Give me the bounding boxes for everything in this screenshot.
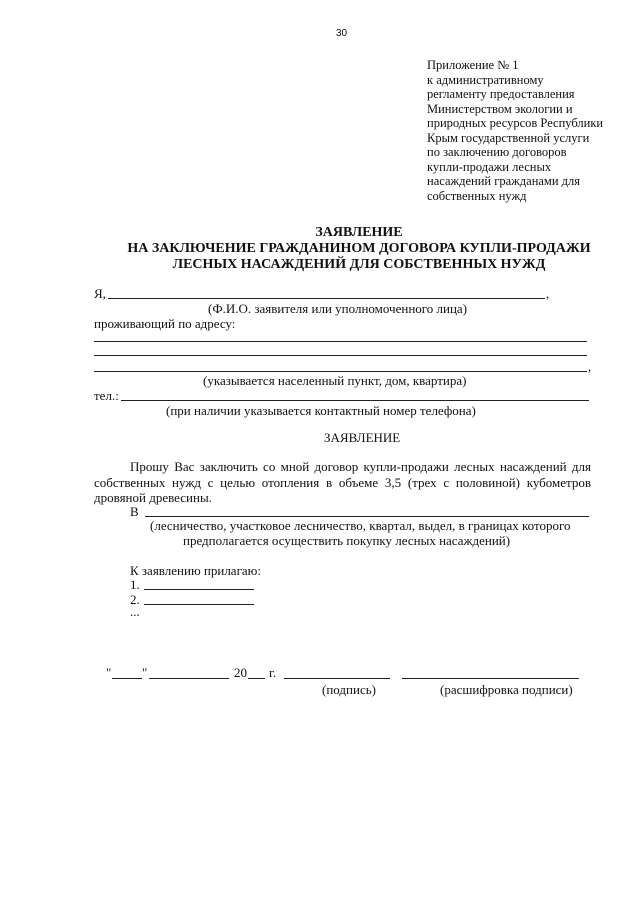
signature-decode-hint: (расшифровка подписи)	[440, 682, 573, 697]
address-hint: (указывается населенный пункт, дом, квартира)	[203, 373, 467, 388]
page-number: 30	[336, 28, 348, 39]
phone-field[interactable]	[121, 400, 589, 401]
title-line: ЗАЯВЛЕНИЕ	[315, 225, 403, 240]
date-month-field[interactable]	[149, 678, 229, 679]
location-hint: предполагается осуществить покупку лесных насаждений)	[183, 533, 511, 548]
date-year-field[interactable]	[248, 678, 265, 679]
signature-field[interactable]	[284, 678, 390, 679]
appendix-line: природных ресурсов Республики	[427, 116, 604, 130]
address-comma: ,	[588, 359, 592, 374]
appendix-line: к административному	[427, 72, 544, 87]
name-comma: ,	[546, 286, 550, 301]
address-label: проживающий по адресу:	[94, 316, 236, 331]
appendix-line: собственных нужд	[427, 188, 527, 203]
appendix-line: Министерством экологии и	[427, 101, 573, 116]
date-quote-close: "	[142, 665, 148, 680]
title-line: НА ЗАКЛЮЧЕНИЕ ГРАЖДАНИНОМ ДОГОВОРА КУПЛИ-ПРОДАЖИ	[127, 241, 591, 256]
appendix-line: регламенту предоставления	[427, 87, 575, 101]
address-field-3[interactable]	[94, 371, 587, 372]
attachment-field-1[interactable]	[144, 589, 254, 590]
date-quote-open: "	[106, 665, 112, 680]
name-hint: (Ф.И.О. заявителя или уполномоченного лица)	[208, 301, 468, 316]
signature-decode-field[interactable]	[402, 678, 579, 679]
attachment-number: 1.	[130, 577, 140, 592]
title-line: ЛЕСНЫХ НАСАЖДЕНИЙ ДЛЯ СОБСТВЕННЫХ НУЖД	[172, 257, 546, 272]
date-year-suffix: г.	[269, 665, 277, 680]
date-day-field[interactable]	[112, 678, 142, 679]
statement-heading: ЗАЯВЛЕНИЕ	[324, 430, 401, 445]
appendix-line: насаждений гражданами для	[427, 174, 581, 188]
appendix-line: купли-продажи лесных	[427, 159, 552, 174]
attachment-more: ...	[130, 604, 140, 619]
appendix-line: Приложение № 1	[427, 58, 519, 72]
attachment-number: 2.	[130, 592, 140, 607]
attachments-label: К заявлению прилагаю:	[130, 563, 262, 578]
statement-body-line: собственных нужд с целью отопления в объеме 3,5 (трех с половиной) кубометров	[94, 475, 591, 490]
signature-hint: (подпись)	[322, 682, 376, 697]
address-field-2[interactable]	[94, 355, 587, 356]
attachment-field-2[interactable]	[144, 604, 254, 605]
name-prefix: Я,	[94, 286, 106, 301]
location-field[interactable]	[145, 516, 589, 517]
name-field[interactable]	[108, 298, 545, 299]
phone-hint: (при наличии указывается контактный номер телефона)	[166, 403, 476, 418]
address-field-1[interactable]	[94, 341, 587, 342]
appendix-line: по заключению договоров	[427, 145, 567, 159]
phone-label: тел.:	[94, 388, 119, 403]
statement-body-line: дровяной древесины.	[94, 490, 212, 505]
appendix-line: Крым государственной услуги	[427, 130, 590, 145]
statement-body-line: Прошу Вас заключить со мной договор купли-продажи лесных насаждений для	[130, 459, 591, 474]
location-hint: (лесничество, участковое лесничество, квартал, выдел, в границах которого	[150, 518, 571, 533]
date-year-prefix: 20	[234, 665, 247, 680]
location-prefix: В	[130, 504, 139, 519]
